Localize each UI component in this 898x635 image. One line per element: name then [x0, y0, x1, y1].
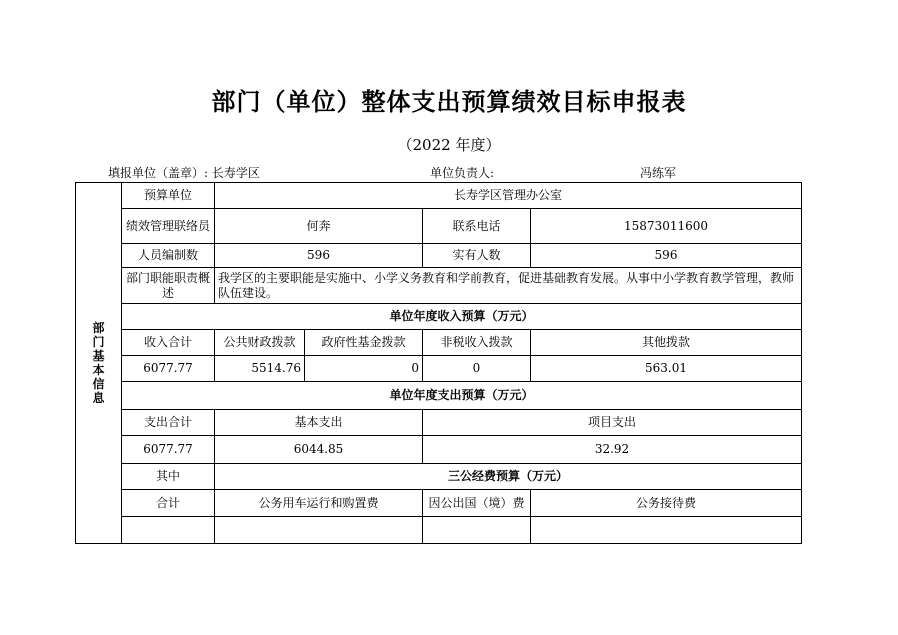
income-header: 公共财政拨款 — [215, 330, 305, 356]
income-value: 0 — [305, 356, 423, 382]
expense-header: 支出合计 — [122, 410, 215, 436]
contact-label: 绩效管理联络员 — [122, 209, 215, 244]
empty-cell — [215, 517, 423, 544]
section-side-label: 部门基本信息 — [76, 183, 122, 544]
staff-label: 人员编制数 — [122, 244, 215, 268]
three-public-header: 公务接待费 — [531, 490, 802, 517]
income-header: 非税收入拨款 — [423, 330, 531, 356]
three-public-header: 合计 — [122, 490, 215, 517]
duty-label: 部门职能职责概述 — [122, 268, 215, 304]
performance-table — [75, 182, 802, 544]
budget-unit-label: 预算单位 — [122, 183, 215, 209]
actual-value: 596 — [531, 244, 802, 268]
income-value: 0 — [423, 356, 531, 382]
three-public-header: 因公出国（境）费 — [423, 490, 531, 517]
unit-head-label: 单位负责人: — [430, 166, 495, 180]
three-public-header: 公务用车运行和购置费 — [215, 490, 423, 517]
income-header: 其他拨款 — [531, 330, 802, 356]
expense-section-title: 单位年度支出预算（万元） — [122, 382, 802, 410]
actual-label: 实有人数 — [423, 244, 531, 268]
expense-value: 32.92 — [423, 436, 802, 464]
empty-cell — [531, 517, 802, 544]
income-value: 6077.77 — [122, 356, 215, 382]
expense-value: 6044.85 — [215, 436, 423, 464]
empty-cell — [423, 517, 531, 544]
duty-text: 我学区的主要职能是实施中、小学义务教育和学前教育，促进基础教育发展。从事中小学教育教学管理，教师队伍建设。 — [215, 268, 802, 304]
three-public-title: 三公经费预算（万元） — [215, 464, 802, 490]
income-value: 563.01 — [531, 356, 802, 382]
phone-label: 联系电话 — [423, 209, 531, 244]
empty-cell — [122, 517, 215, 544]
income-value: 5514.76 — [215, 356, 305, 382]
of-which-label: 其中 — [122, 464, 215, 490]
income-header: 收入合计 — [122, 330, 215, 356]
year-subtitle: （2022 年度） — [397, 136, 501, 154]
income-section-title: 单位年度收入预算（万元） — [122, 304, 802, 330]
page-title: 部门（单位）整体支出预算绩效目标申报表 — [211, 87, 687, 116]
staff-value: 596 — [215, 244, 423, 268]
expense-header: 基本支出 — [215, 410, 423, 436]
expense-value: 6077.77 — [122, 436, 215, 464]
filler-unit: 填报单位（盖章）: 长寿学区 — [108, 166, 260, 180]
income-header: 政府性基金拨款 — [305, 330, 423, 356]
contact-value: 何奔 — [215, 209, 423, 244]
budget-unit-value: 长寿学区管理办公室 — [215, 183, 802, 209]
unit-head-name: 冯练军 — [640, 166, 677, 180]
phone-value: 15873011600 — [531, 209, 802, 244]
expense-header: 项目支出 — [423, 410, 802, 436]
